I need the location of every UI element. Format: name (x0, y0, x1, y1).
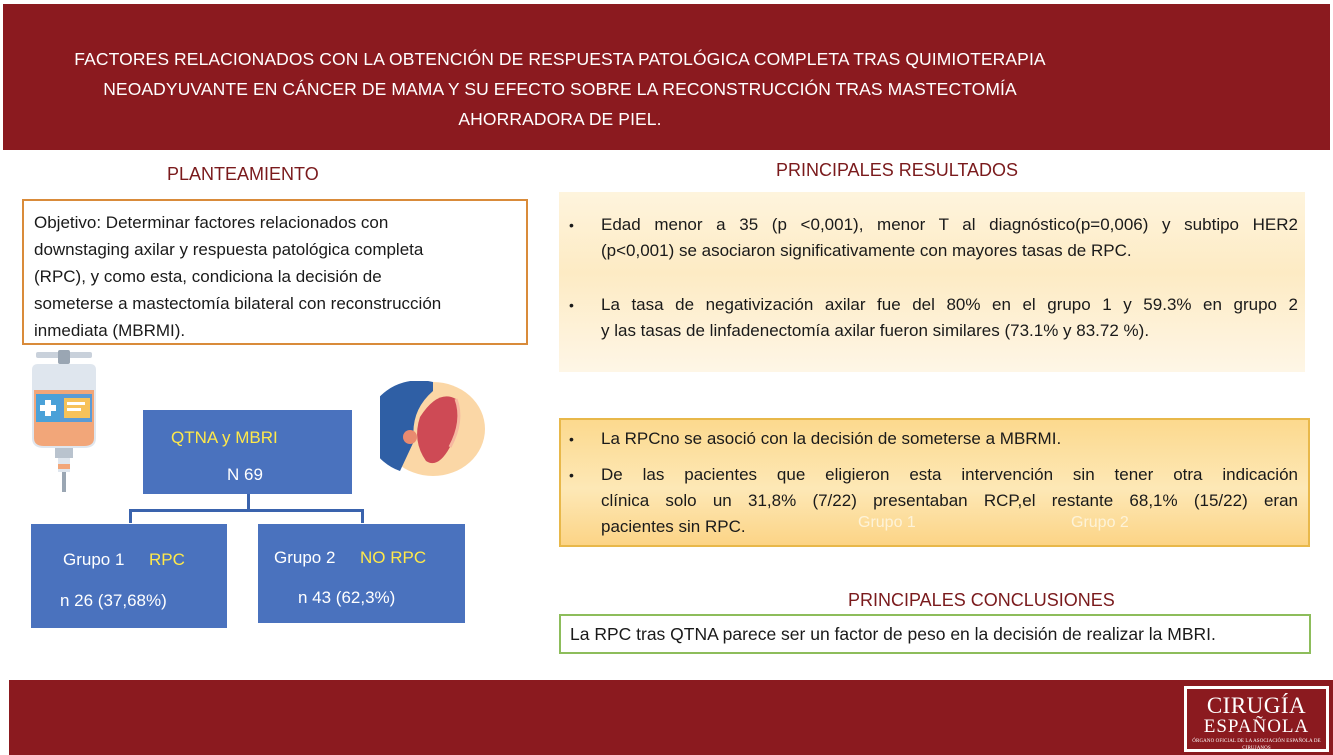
result-bullet-3 (569, 426, 1298, 452)
bullet-icon: • (569, 297, 574, 313)
result-bullet-4 (569, 462, 1298, 540)
bullet-line: Edad menor a 35 (p <0,001), menor T al diagnóstico(p=0,006) y subtipo HER2 (601, 215, 1298, 234)
title-line-2: NEOADYUVANTE EN CÁNCER DE MAMA Y SU EFECTO SOBRE LA RECONSTRUCCIÓN TRAS MASTECTOMÍA (103, 79, 1017, 99)
page-title (20, 44, 1100, 134)
bullet-line: clínica solo un 31,8% (7/22) presentaban RCP,el restante 68,1% (15/22) eran (601, 491, 1298, 510)
ghost-label-group1: Grupo 1 (858, 514, 916, 531)
group1-count: n 26 (37,68%) (60, 591, 167, 610)
group1-box (31, 524, 227, 628)
resultados-heading: PRINCIPALES RESULTADOS (776, 160, 1019, 180)
tree-connector (361, 509, 364, 523)
title-line-1: FACTORES RELACIONADOS CON LA OBTENCIÓN DE RESPUESTA PATOLÓGICA COMPLETA TRAS QUIMIOTERAPIA (74, 49, 1046, 69)
group2-box (258, 524, 465, 623)
objective-line: Objetivo: Determinar factores relacionados con (34, 213, 389, 232)
conclusion-text: La RPC tras QTNA parece ser un factor de peso en la decisión de realizar la MBRI. (570, 624, 1216, 644)
iv-bag-icon (28, 350, 108, 495)
title-line-3: AHORRADORA DE PIEL. (458, 109, 662, 129)
bullet-line: y las tasas de linfadenectomía axilar fueron similares (73.1% y 83.72 %). (601, 321, 1150, 340)
objective-box (22, 199, 528, 345)
root-group-box (143, 410, 352, 494)
group2-tag: NO RPC (360, 548, 427, 567)
bullet-line: La RPCno se asoció con la decisión de someterse a MBRMI. (601, 429, 1062, 448)
objective-line: inmediata (MBRMI). (34, 321, 186, 340)
tree-connector (129, 509, 364, 512)
conclusiones-heading: PRINCIPALES CONCLUSIONES (848, 590, 1115, 610)
tree-connector (129, 509, 132, 523)
bullet-icon: • (569, 217, 574, 233)
objective-line: someterse a mastectomía bilateral con reconstrucción (34, 294, 442, 313)
planteamiento-heading: PLANTEAMIENTO (167, 164, 319, 184)
logo-line-1: CIRUGÍA (1206, 693, 1307, 718)
objective-line: (RPC), y como esta, condiciona la decisión de (34, 267, 382, 286)
bullet-icon: • (569, 431, 574, 447)
root-group-count: N 69 (227, 465, 263, 484)
group1-tag: RPC (149, 550, 185, 569)
bullet-line: (p<0,001) se asociaron significativamente con mayores tasas de RPC. (601, 241, 1132, 260)
logo-line-2: ESPAÑOLA (1203, 716, 1310, 737)
conclusion-box (559, 614, 1311, 654)
group1-label: Grupo 1 (63, 550, 125, 569)
breast-icon (380, 381, 486, 477)
ghost-label-group2: Grupo 2 (1071, 514, 1129, 531)
bullet-line: pacientes sin RPC. (601, 517, 746, 536)
group2-label: Grupo 2 (274, 548, 336, 567)
root-group-label: QTNA y MBRI (171, 428, 278, 447)
bullet-icon: • (569, 467, 574, 483)
result-bullet-2 (569, 292, 1298, 344)
logo-line-3: ÓRGANO OFICIAL DE LA ASOCIACIÓN ESPAÑOLA DE CIRUJANOS (1192, 739, 1321, 751)
bullet-line: De las pacientes que eligieron esta intervención sin tener otra indicación (601, 465, 1298, 484)
footer-banner (9, 680, 1333, 755)
bullet-line: La tasa de negativización axilar fue del 80% en el grupo 1 y 59.3% en grupo 2 (601, 295, 1298, 314)
result-bullet-1 (569, 212, 1298, 264)
cirugia-espanola-logo (1184, 686, 1329, 752)
group2-count: n 43 (62,3%) (298, 588, 396, 607)
objective-line: downstaging axilar y respuesta patológica completa (34, 240, 424, 259)
